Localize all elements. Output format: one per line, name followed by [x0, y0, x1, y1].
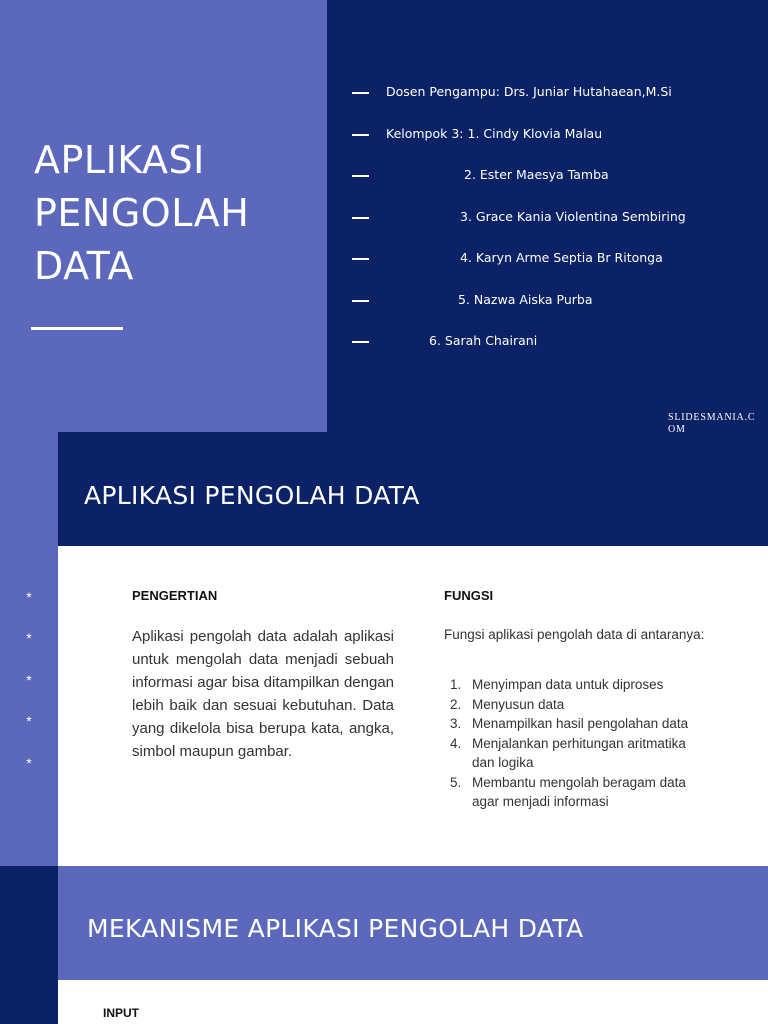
list-number: 3.	[450, 716, 462, 731]
list-text: Menampilkan hasil pengolahan data	[472, 716, 689, 731]
bullet-marker: *	[26, 713, 32, 729]
list-item	[444, 734, 706, 773]
list-number: 5.	[450, 774, 462, 790]
input-label: INPUT	[103, 1006, 139, 1020]
fungsi-intro: Fungsi aplikasi pengolah data di antaranya:	[444, 627, 705, 642]
slide-title-line: DATA	[34, 244, 134, 288]
bullet-marker: *	[26, 630, 32, 646]
dash-icon	[352, 300, 369, 302]
member-text: Kelompok 3: 1. Cindy Klovia Malau	[386, 125, 603, 141]
dash-icon	[352, 175, 369, 177]
list-item	[444, 675, 706, 695]
list-text: Menjalankan perhitungan aritmatika dan logika	[472, 735, 686, 770]
member-text: 2. Ester Maesya Tamba	[464, 167, 609, 182]
member-text: Dosen Pengampu: Drs. Juniar Hutahaean,M.Si	[386, 84, 672, 99]
dash-icon	[352, 134, 369, 136]
member-text: 5. Nazwa Aiska Purba	[458, 291, 593, 307]
dash-icon	[352, 92, 369, 94]
bullet-marker: *	[26, 672, 32, 688]
slide-title	[34, 134, 314, 293]
member-text: 4. Karyn Arme Septia Br Ritonga	[460, 250, 663, 265]
list-text: Menyusun data	[472, 696, 565, 712]
side-strip	[0, 432, 58, 866]
bullet-marker: *	[26, 589, 32, 605]
slide-title-line: APLIKASI	[34, 138, 205, 182]
list-number: 2.	[450, 696, 462, 712]
list-item	[444, 714, 706, 734]
fungsi-list	[444, 675, 706, 812]
pengertian-heading: PENGERTIAN	[132, 588, 218, 603]
pengertian-body: Aplikasi pengolah data adalah aplikasi untuk mengolah data menjadi sebuah informasi agar bisa ditampilkan dengan lebih baik dan sesuai kebutuhan. Data yang dikelola bisa berupa kata, angka, simbol maupun gambar.	[132, 628, 394, 760]
member-text: 6. Sarah Chairani	[429, 333, 538, 348]
bullet-marker: *	[26, 755, 32, 771]
section-title: APLIKASI PENGOLAH DATA	[84, 481, 420, 510]
dash-icon	[352, 217, 369, 219]
dash-icon	[352, 258, 369, 260]
list-item	[444, 695, 706, 715]
section-title: MEKANISME APLIKASI PENGOLAH DATA	[87, 914, 584, 943]
list-number: 1.	[450, 677, 462, 692]
side-strip	[0, 866, 58, 1024]
list-text: Membantu mengolah beragam data agar menjadi informasi	[472, 774, 686, 809]
dash-icon	[352, 341, 369, 343]
list-number: 4.	[450, 735, 462, 751]
fungsi-heading: FUNGSI	[444, 588, 494, 603]
brand-watermark: SLIDESMANIA.COM	[668, 412, 756, 432]
list-item	[444, 773, 706, 812]
member-text: 3. Grace Kania Violentina Sembiring	[460, 208, 686, 224]
list-text: Menyimpan data untuk diproses	[472, 677, 664, 692]
title-underline	[31, 327, 123, 330]
slide-title-line: PENGOLAH	[34, 191, 250, 235]
